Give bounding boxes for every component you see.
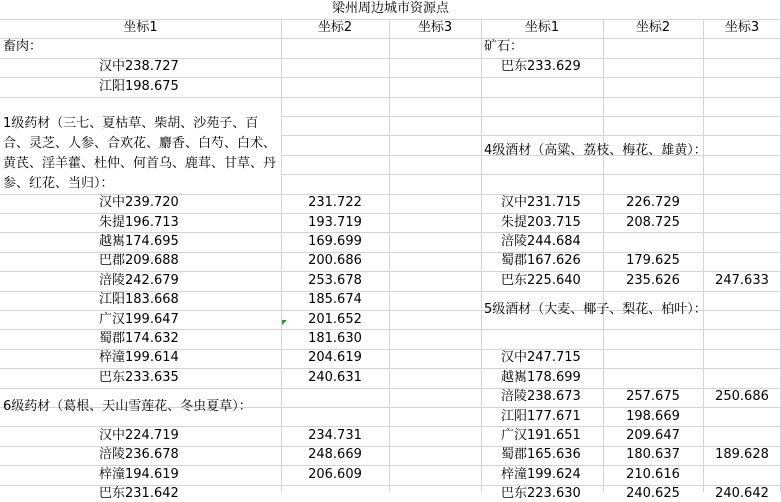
section-ore-label: 矿石： <box>484 39 524 54</box>
cell-coord1: 巴东223.630 <box>501 486 581 502</box>
cell-coord2: 209.647 <box>626 427 680 443</box>
cell-coord2: 193.719 <box>308 214 362 230</box>
cell-coord1: 汉中231.715 <box>501 195 581 211</box>
cell-coord1: 广汉191.651 <box>501 427 581 443</box>
section-livestock-label: 畜肉： <box>3 39 43 54</box>
cell-coord1: 涪陵238.673 <box>501 389 581 405</box>
section-wine5-label: 5级酒材（大麦、椰子、梨花、柏叶）： <box>484 302 707 317</box>
cell-coord1: 江阳183.668 <box>99 292 179 308</box>
header-coord3-right: 坐标3 <box>724 20 760 35</box>
cell-coord1: 汉中239.720 <box>99 195 179 211</box>
cell-coord1: 涪陵242.679 <box>99 272 179 288</box>
cell-coord2: 231.722 <box>308 195 362 211</box>
cell-coord1: 广汉199.647 <box>99 311 179 327</box>
cell-coord1: 朱提196.713 <box>99 214 179 230</box>
cell-coord3: 247.633 <box>715 272 769 288</box>
cell-coord2: 180.637 <box>626 447 680 463</box>
cell-coord1: 梓潼199.614 <box>99 350 179 366</box>
cell-coord1: 汉中224.719 <box>99 427 179 443</box>
cell-coord1: 汉中247.715 <box>501 350 581 366</box>
cell-coord2: 235.626 <box>626 272 680 288</box>
cell-coord1: 蜀郡174.632 <box>99 330 179 346</box>
cell-coord2: 201.652 <box>308 311 362 327</box>
header-coord2-left: 坐标2 <box>317 20 353 35</box>
cell-coord2: 169.699 <box>308 233 362 249</box>
cell-coord1: 巴郡209.688 <box>99 253 179 269</box>
section-herb6-label: 6级药材（葛根、天山雪莲花、冬虫夏草）： <box>3 399 252 414</box>
cell-coord1: 涪陵244.684 <box>501 233 581 249</box>
cell-coord1: 汉中238.727 <box>99 59 179 75</box>
cell-coord2: 185.674 <box>308 292 362 308</box>
cell-coord2: 206.609 <box>308 466 362 482</box>
cell-coord1: 朱提203.715 <box>501 214 581 230</box>
cell-coord1: 江阳198.675 <box>99 78 179 94</box>
comment-marker <box>282 320 287 325</box>
cell-coord1: 巴东233.635 <box>99 369 179 385</box>
cell-coord2: 234.731 <box>308 427 362 443</box>
header-coord2-right: 坐标2 <box>635 20 671 35</box>
cell-coord2: 240.631 <box>308 369 362 385</box>
section-herb1-label: 1级药材（三七、夏枯草、柴胡、沙苑子、百合、灵芝、人参、合欢花、麝香、白芍、白术、黄芪、淫羊藿、杜仲、何首乌、鹿茸、甘草、丹参、红花、当归）： <box>3 116 277 191</box>
header-coord1-right: 坐标1 <box>524 20 560 35</box>
cell-coord2: 257.675 <box>626 389 680 405</box>
cell-coord1: 巴东233.629 <box>501 59 581 75</box>
cell-coord2: 253.678 <box>308 272 362 288</box>
cell-coord1: 越嶲174.695 <box>99 233 179 249</box>
cell-coord1: 梓潼194.619 <box>99 466 179 482</box>
cell-coord1: 涪陵236.678 <box>99 447 179 463</box>
cell-coord2: 240.625 <box>626 486 680 502</box>
cell-coord2: 181.630 <box>308 330 362 346</box>
section-wine4-label: 4级酒材（高粱、荔枝、梅花、雄黄）： <box>484 143 707 158</box>
cell-coord1: 蜀郡167.626 <box>501 253 581 269</box>
cell-coord2: 248.669 <box>308 447 362 463</box>
cell-coord2: 179.625 <box>626 253 680 269</box>
cell-coord2: 210.616 <box>626 466 680 482</box>
cell-coord2: 200.686 <box>308 253 362 269</box>
header-coord1-left: 坐标1 <box>123 20 158 35</box>
cell-coord1: 江阳177.671 <box>501 408 581 424</box>
cell-coord2: 208.725 <box>626 214 680 230</box>
header-coord3-left: 坐标3 <box>417 20 453 35</box>
cell-coord2: 226.729 <box>626 195 680 211</box>
cell-coord2: 204.619 <box>308 350 362 366</box>
sheet-title: 梁州周边城市资源点 <box>331 1 449 16</box>
cell-coord2: 198.669 <box>626 408 680 424</box>
cell-coord3: 240.642 <box>715 486 769 502</box>
cell-coord1: 巴东231.642 <box>99 486 179 502</box>
cell-coord1: 蜀郡165.636 <box>501 447 581 463</box>
cell-coord1: 梓潼199.624 <box>501 466 581 482</box>
cell-coord3: 189.628 <box>715 447 769 463</box>
cell-coord1: 巴东225.640 <box>501 272 581 288</box>
cell-coord3: 250.686 <box>715 389 769 405</box>
cell-coord1: 越嶲178.699 <box>501 369 581 385</box>
